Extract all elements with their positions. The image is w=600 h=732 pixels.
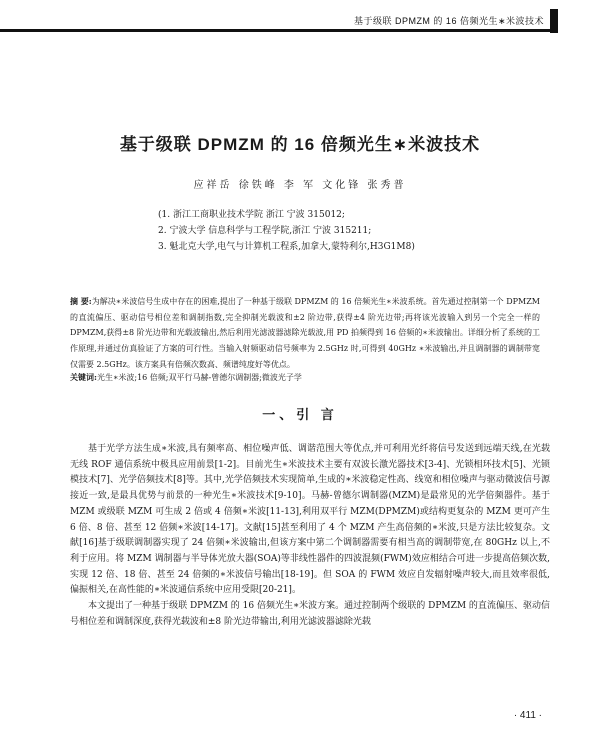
affiliations bbox=[158, 207, 518, 255]
affiliation-3: 3. 魁北克大学,电气与计算机工程系,加拿大,蒙特利尔,H3G1M8) bbox=[158, 242, 415, 252]
header-rule bbox=[0, 29, 553, 32]
running-title: 基于级联 DPMZM 的 16 倍频光生∗米波技术 bbox=[353, 16, 544, 26]
body-text bbox=[70, 442, 550, 630]
keywords bbox=[70, 370, 540, 385]
abstract-label: 摘 要: bbox=[70, 296, 92, 306]
header-tab-marker bbox=[550, 9, 558, 33]
keywords-label: 关键词: bbox=[70, 372, 97, 382]
page-number: · 411 · bbox=[513, 710, 542, 721]
paper-title: 基于级联 DPMZM 的 16 倍频光生∗米波技术 bbox=[119, 135, 481, 154]
affiliation-2: 2. 宁波大学 信息科学与工程学院,浙江 宁波 315211; bbox=[158, 226, 372, 236]
running-header bbox=[0, 5, 600, 49]
keywords-text: 光生∗米波;16 倍频;双平行马赫-曾德尔调制器;微波光子学 bbox=[96, 373, 302, 382]
paragraph: 本文提出了一种基于级联 DPMZM 的 16 倍频光生∗米波方案。通过控制两个级联的 DPMZM 的直流偏压、驱动信号相位差和调制深度,获得光载波和±8 阶光边带输出,利用光滤波器滤除光载 bbox=[70, 601, 550, 627]
author-list: 应祥岳 徐铁峰 李 军 文化锋 张秀普 bbox=[193, 180, 407, 191]
section-heading-introduction: 一、引 言 bbox=[262, 407, 338, 422]
affiliation-1: (1. 浙江工商职业技术学院 浙江 宁波 315012; bbox=[158, 210, 345, 220]
abstract-text: 为解决∗米波信号生成中存在的困难,提出了一种基于级联 DPMZM 的 16 倍频光生∗米波系统。首先通过控制第一个 DPMZM 的直流偏压、驱动信号相位差和调制指数,完全抑制光载波和±2 阶边带,获得±4 阶光边带;再将该光波输入到另一个完全一样的 DPMZM,获得±8 阶光边带和光载波输出,然后利用光滤波器滤除光载波,用 PD 拍频得到 16 倍频的∗米波输出。详细分析了系统的工作原理,并通过仿真验证了方案的可行性。当输入射频驱动信号频率为 2.5GHz 时,可得到 40GHz ∗米波输出,并且调制器的调制带宽仅需要 2.5GHz。该方案具有倍频次数高、频谱纯度好等优点。 bbox=[70, 297, 540, 369]
abstract bbox=[70, 294, 540, 373]
paragraph: 基于光学方法生成∗米波,具有频率高、相位噪声低、调谐范围大等优点,并可利用光纤将信号发送到远端天线,在光载无线 ROF 通信系统中极具应用前景[1-2]。目前光生∗米波技术主要有双波长激光器技术[3-4]、光锁相环技术[5]、光锁模技术[7]、光学倍频技术[8]等。其中,光学倍频技术实现简单,生成的∗米波稳定性高、线宽和相位噪声与驱动微波信号源接近一致,是最具优势与前景的一种光生∗米波技术[9-10]。马赫-曾德尔调制器(MZM)是最常见的光学倍频器件。基于 MZM 或级联 MZM 可生成 2 倍或 4 倍频∗米波[11-13],利用双平行 MZM(DPMZM)或结构更复杂的 MZM 更可产生 6 倍、8 倍、甚至 12 倍频∗米波[14-17]。文献[15]甚至利用了 4 个 MZM 产生高倍频的∗米波,只是方法比较复杂。文献[16]基于级联调制器实现了 24 倍频∗米波输出,但该方案中第二个调制器需要有相当高的调制带宽,在 80GHz 以上,不利于应用。将 MZM 调制器与半导体光放大器(SOA)等非线性器件的四波混频(FWM)效应相结合可进一步提高倍频次数,实现 12 倍、18 倍、甚至 24 倍频的∗米波信号输出[18-19]。但 SOA 的 FWM 效应自发辐射噪声较大,而且效率很低,偏振相关,在高性能的∗米波通信系统中应用受限[20-21]。 bbox=[70, 444, 550, 596]
